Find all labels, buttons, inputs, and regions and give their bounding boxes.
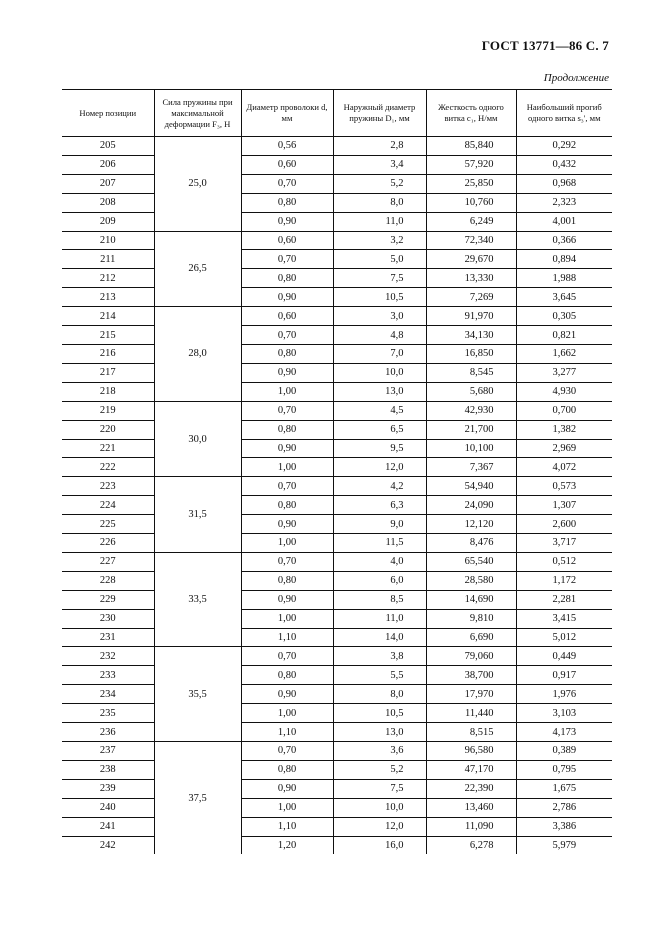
outer-diameter-cell: 10,0 [333, 363, 426, 382]
stiffness-cell: 28,580 [426, 571, 516, 590]
wire-diameter-cell: 0,90 [241, 685, 333, 704]
position-number-cell: 223 [62, 477, 154, 496]
spring-force-cell: 26,5 [154, 231, 241, 307]
position-number-cell: 218 [62, 382, 154, 401]
table-body [62, 137, 612, 855]
deflection-cell: 0,894 [516, 250, 612, 269]
position-number-cell: 240 [62, 798, 154, 817]
stiffness-cell: 11,090 [426, 817, 516, 836]
table-row [62, 496, 612, 515]
deflection-cell: 3,277 [516, 363, 612, 382]
col-header-position: Номер позиции [62, 90, 154, 137]
table-row [62, 401, 612, 420]
wire-diameter-cell: 0,60 [241, 155, 333, 174]
deflection-cell: 0,573 [516, 477, 612, 496]
spring-force-cell: 30,0 [154, 401, 241, 477]
stiffness-cell: 10,100 [426, 439, 516, 458]
position-number-cell: 241 [62, 817, 154, 836]
deflection-cell: 5,012 [516, 628, 612, 647]
table-row [62, 779, 612, 798]
table-row [62, 552, 612, 571]
position-number-cell: 214 [62, 307, 154, 326]
spring-force-cell: 31,5 [154, 477, 241, 553]
stiffness-cell: 25,850 [426, 174, 516, 193]
stiffness-cell: 8,476 [426, 534, 516, 553]
position-number-cell: 207 [62, 174, 154, 193]
wire-diameter-cell: 0,70 [241, 647, 333, 666]
outer-diameter-cell: 7,0 [333, 344, 426, 363]
wire-diameter-cell: 0,80 [241, 420, 333, 439]
stiffness-cell: 17,970 [426, 685, 516, 704]
table-row [62, 798, 612, 817]
col-header-wire-diameter: Диаметр проволоки d, мм [241, 90, 333, 137]
stiffness-cell: 65,540 [426, 552, 516, 571]
spring-force-cell: 37,5 [154, 742, 241, 855]
deflection-cell: 2,969 [516, 439, 612, 458]
deflection-cell: 4,001 [516, 212, 612, 231]
deflection-cell: 1,662 [516, 344, 612, 363]
outer-diameter-cell: 11,5 [333, 534, 426, 553]
wire-diameter-cell: 1,10 [241, 817, 333, 836]
stiffness-cell: 16,850 [426, 344, 516, 363]
stiffness-cell: 29,670 [426, 250, 516, 269]
deflection-cell: 3,415 [516, 609, 612, 628]
outer-diameter-cell: 13,0 [333, 723, 426, 742]
deflection-cell: 0,968 [516, 174, 612, 193]
deflection-cell: 3,386 [516, 817, 612, 836]
position-number-cell: 220 [62, 420, 154, 439]
wire-diameter-cell: 0,70 [241, 326, 333, 345]
stiffness-cell: 12,120 [426, 515, 516, 534]
outer-diameter-cell: 7,5 [333, 779, 426, 798]
table-row [62, 666, 612, 685]
stiffness-cell: 14,690 [426, 590, 516, 609]
position-number-cell: 229 [62, 590, 154, 609]
wire-diameter-cell: 0,70 [241, 477, 333, 496]
outer-diameter-cell: 9,5 [333, 439, 426, 458]
table-row [62, 231, 612, 250]
stiffness-cell: 8,515 [426, 723, 516, 742]
deflection-cell: 2,600 [516, 515, 612, 534]
position-number-cell: 217 [62, 363, 154, 382]
table-row [62, 326, 612, 345]
position-number-cell: 216 [62, 344, 154, 363]
table-row [62, 250, 612, 269]
outer-diameter-cell: 4,2 [333, 477, 426, 496]
wire-diameter-cell: 0,80 [241, 344, 333, 363]
table-row [62, 363, 612, 382]
col-header-outer-diameter: Наружный диаметр пружины D₁, мм [333, 90, 426, 137]
page-header: ГОСТ 13771—86 С. 7 [481, 38, 609, 53]
position-number-cell: 227 [62, 552, 154, 571]
wire-diameter-cell: 0,80 [241, 269, 333, 288]
position-number-cell: 211 [62, 250, 154, 269]
table-row [62, 628, 612, 647]
stiffness-cell: 34,130 [426, 326, 516, 345]
col-header-force: Сила пружины при максимальной деформации F₃, Н [154, 90, 241, 137]
table-header-row [62, 90, 612, 137]
outer-diameter-cell: 5,5 [333, 666, 426, 685]
deflection-cell: 2,786 [516, 798, 612, 817]
wire-diameter-cell: 0,80 [241, 666, 333, 685]
outer-diameter-cell: 3,4 [333, 155, 426, 174]
col-header-deflection: Наибольший прогиб одного витка s₃', мм [516, 90, 612, 137]
table-row [62, 534, 612, 553]
deflection-cell: 1,307 [516, 496, 612, 515]
stiffness-cell: 42,930 [426, 401, 516, 420]
stiffness-cell: 22,390 [426, 779, 516, 798]
position-number-cell: 213 [62, 288, 154, 307]
position-number-cell: 221 [62, 439, 154, 458]
table-row [62, 817, 612, 836]
stiffness-cell: 10,760 [426, 193, 516, 212]
outer-diameter-cell: 11,0 [333, 609, 426, 628]
wire-diameter-cell: 0,90 [241, 288, 333, 307]
deflection-cell: 1,976 [516, 685, 612, 704]
deflection-cell: 0,512 [516, 552, 612, 571]
table-row [62, 704, 612, 723]
stiffness-cell: 6,690 [426, 628, 516, 647]
table-row [62, 382, 612, 401]
stiffness-cell: 7,269 [426, 288, 516, 307]
outer-diameter-cell: 8,5 [333, 590, 426, 609]
table-row [62, 760, 612, 779]
position-number-cell: 233 [62, 666, 154, 685]
wire-diameter-cell: 1,00 [241, 609, 333, 628]
table-row [62, 571, 612, 590]
stiffness-cell: 5,680 [426, 382, 516, 401]
stiffness-cell: 47,170 [426, 760, 516, 779]
wire-diameter-cell: 0,70 [241, 250, 333, 269]
wire-diameter-cell: 0,80 [241, 193, 333, 212]
stiffness-cell: 13,330 [426, 269, 516, 288]
table-row [62, 742, 612, 761]
outer-diameter-cell: 12,0 [333, 817, 426, 836]
outer-diameter-cell: 6,3 [333, 496, 426, 515]
wire-diameter-cell: 0,70 [241, 552, 333, 571]
position-number-cell: 226 [62, 534, 154, 553]
position-number-cell: 212 [62, 269, 154, 288]
table-row [62, 344, 612, 363]
spring-force-cell: 35,5 [154, 647, 241, 742]
spring-force-cell: 28,0 [154, 307, 241, 402]
table-row [62, 477, 612, 496]
wire-diameter-cell: 1,00 [241, 798, 333, 817]
wire-diameter-cell: 0,90 [241, 515, 333, 534]
table-row [62, 137, 612, 156]
table-row [62, 836, 612, 854]
table-row [62, 307, 612, 326]
deflection-cell: 5,979 [552, 839, 577, 851]
outer-diameter-cell: 9,0 [333, 515, 426, 534]
wire-diameter-cell: 0,56 [241, 137, 333, 156]
table-row [62, 174, 612, 193]
outer-diameter-cell: 10,5 [333, 704, 426, 723]
outer-diameter-cell: 6,0 [333, 571, 426, 590]
wire-diameter-cell: 0,80 [241, 760, 333, 779]
stiffness-cell: 72,340 [426, 231, 516, 250]
wire-diameter-cell: 1,10 [241, 723, 333, 742]
stiffness-cell: 21,700 [426, 420, 516, 439]
stiffness-cell: 11,440 [426, 704, 516, 723]
wire-diameter-cell: 0,80 [241, 496, 333, 515]
position-number-cell: 242 [62, 836, 154, 854]
position-number-cell: 232 [62, 647, 154, 666]
position-number-cell: 230 [62, 609, 154, 628]
spring-force-cell: 25,0 [154, 137, 241, 232]
outer-diameter-cell: 8,0 [333, 685, 426, 704]
deflection-cell: 1,988 [516, 269, 612, 288]
stiffness-cell: 24,090 [426, 496, 516, 515]
wire-diameter-cell: 0,90 [241, 439, 333, 458]
outer-diameter-cell: 7,5 [333, 269, 426, 288]
position-number-cell: 239 [62, 779, 154, 798]
outer-diameter-cell: 4,5 [333, 401, 426, 420]
deflection-cell: 3,103 [516, 704, 612, 723]
wire-diameter-cell: 1,20 [241, 836, 333, 854]
deflection-cell: 0,700 [516, 401, 612, 420]
spring-force-cell: 33,5 [154, 552, 241, 647]
deflection-cell: 4,072 [516, 458, 612, 477]
deflection-cell: 0,389 [516, 742, 612, 761]
wire-diameter-cell: 1,00 [241, 534, 333, 553]
wire-diameter-cell: 0,90 [241, 212, 333, 231]
deflection-cell: 3,717 [516, 534, 612, 553]
deflection-cell: 2,281 [516, 590, 612, 609]
outer-diameter-cell: 3,8 [333, 647, 426, 666]
wire-diameter-cell: 0,90 [241, 363, 333, 382]
wire-diameter-cell: 1,10 [241, 628, 333, 647]
wire-diameter-cell: 0,70 [241, 742, 333, 761]
outer-diameter-cell: 13,0 [333, 382, 426, 401]
wire-diameter-cell: 0,70 [241, 401, 333, 420]
stiffness-cell: 57,920 [426, 155, 516, 174]
deflection-cell: 0,449 [516, 647, 612, 666]
outer-diameter-cell: 3,2 [333, 231, 426, 250]
position-number-cell: 205 [62, 137, 154, 156]
table-row [62, 439, 612, 458]
position-number-cell: 238 [62, 760, 154, 779]
wire-diameter-cell: 1,00 [241, 458, 333, 477]
stiffness-cell: 6,249 [426, 212, 516, 231]
deflection-cell: 4,930 [516, 382, 612, 401]
table-row [62, 269, 612, 288]
deflection-cell: 4,173 [516, 723, 612, 742]
outer-diameter-cell: 5,2 [333, 174, 426, 193]
wire-diameter-cell: 0,90 [241, 779, 333, 798]
wire-diameter-cell: 0,70 [241, 174, 333, 193]
deflection-cell: 0,821 [516, 326, 612, 345]
outer-diameter-cell: 4,0 [333, 552, 426, 571]
outer-diameter-cell: 10,0 [333, 798, 426, 817]
position-number-cell: 219 [62, 401, 154, 420]
outer-diameter-cell: 10,5 [333, 288, 426, 307]
position-number-cell: 215 [62, 326, 154, 345]
position-number-cell: 231 [62, 628, 154, 647]
continuation-label: Продолжение [543, 72, 609, 84]
wire-diameter-cell: 0,90 [241, 590, 333, 609]
table-row [62, 212, 612, 231]
position-number-cell: 234 [62, 685, 154, 704]
outer-diameter-cell: 6,5 [333, 420, 426, 439]
stiffness-cell: 9,810 [426, 609, 516, 628]
stiffness-cell: 79,060 [426, 647, 516, 666]
position-number-cell: 210 [62, 231, 154, 250]
position-number-cell: 222 [62, 458, 154, 477]
outer-diameter-cell: 4,8 [333, 326, 426, 345]
table-row [62, 647, 612, 666]
deflection-cell: 3,645 [516, 288, 612, 307]
outer-diameter-cell: 3,6 [333, 742, 426, 761]
col-header-stiffness: Жесткость одного витка c₁, Н/мм [426, 90, 516, 137]
deflection-cell: 0,795 [516, 760, 612, 779]
table-row [62, 458, 612, 477]
wire-diameter-cell: 0,60 [241, 231, 333, 250]
stiffness-cell: 7,367 [426, 458, 516, 477]
stiffness-cell: 85,840 [426, 137, 516, 156]
wire-diameter-cell: 1,00 [241, 382, 333, 401]
deflection-cell: 0,366 [516, 231, 612, 250]
table-row [62, 288, 612, 307]
outer-diameter-cell: 8,0 [333, 193, 426, 212]
position-number-cell: 208 [62, 193, 154, 212]
deflection-cell: 0,917 [516, 666, 612, 685]
deflection-cell: 1,172 [516, 571, 612, 590]
deflection-cell: 2,323 [516, 193, 612, 212]
table-row [62, 590, 612, 609]
table-row [62, 515, 612, 534]
stiffness-cell: 13,460 [426, 798, 516, 817]
table-row [62, 155, 612, 174]
table-row [62, 685, 612, 704]
table-row [62, 609, 612, 628]
deflection-cell: 0,305 [516, 307, 612, 326]
outer-diameter-cell: 11,0 [333, 212, 426, 231]
deflection-cell: 1,675 [516, 779, 612, 798]
deflection-cell: 0,432 [516, 155, 612, 174]
position-number-cell: 237 [62, 742, 154, 761]
position-number-cell: 228 [62, 571, 154, 590]
spring-spec-table [62, 89, 612, 854]
position-number-cell: 209 [62, 212, 154, 231]
outer-diameter-cell: 5,0 [333, 250, 426, 269]
stiffness-cell: 8,545 [426, 363, 516, 382]
table-row [62, 193, 612, 212]
position-number-cell: 206 [62, 155, 154, 174]
stiffness-cell: 54,940 [426, 477, 516, 496]
outer-diameter-cell: 5,2 [333, 760, 426, 779]
wire-diameter-cell: 0,80 [241, 571, 333, 590]
outer-diameter-cell: 12,0 [333, 458, 426, 477]
wire-diameter-cell: 0,60 [241, 307, 333, 326]
position-number-cell: 235 [62, 704, 154, 723]
outer-diameter-cell: 3,0 [333, 307, 426, 326]
deflection-cell: 1,382 [516, 420, 612, 439]
table-row [62, 420, 612, 439]
wire-diameter-cell: 1,00 [241, 704, 333, 723]
position-number-cell: 236 [62, 723, 154, 742]
table-row [62, 723, 612, 742]
stiffness-cell: 6,278 [426, 836, 516, 854]
position-number-cell: 225 [62, 515, 154, 534]
stiffness-cell: 96,580 [426, 742, 516, 761]
outer-diameter-cell: 2,8 [333, 137, 426, 156]
deflection-cell: 0,292 [516, 137, 612, 156]
outer-diameter-cell: 14,0 [333, 628, 426, 647]
stiffness-cell: 38,700 [426, 666, 516, 685]
outer-diameter-cell: 16,0 [333, 836, 426, 854]
position-number-cell: 224 [62, 496, 154, 515]
stiffness-cell: 91,970 [426, 307, 516, 326]
